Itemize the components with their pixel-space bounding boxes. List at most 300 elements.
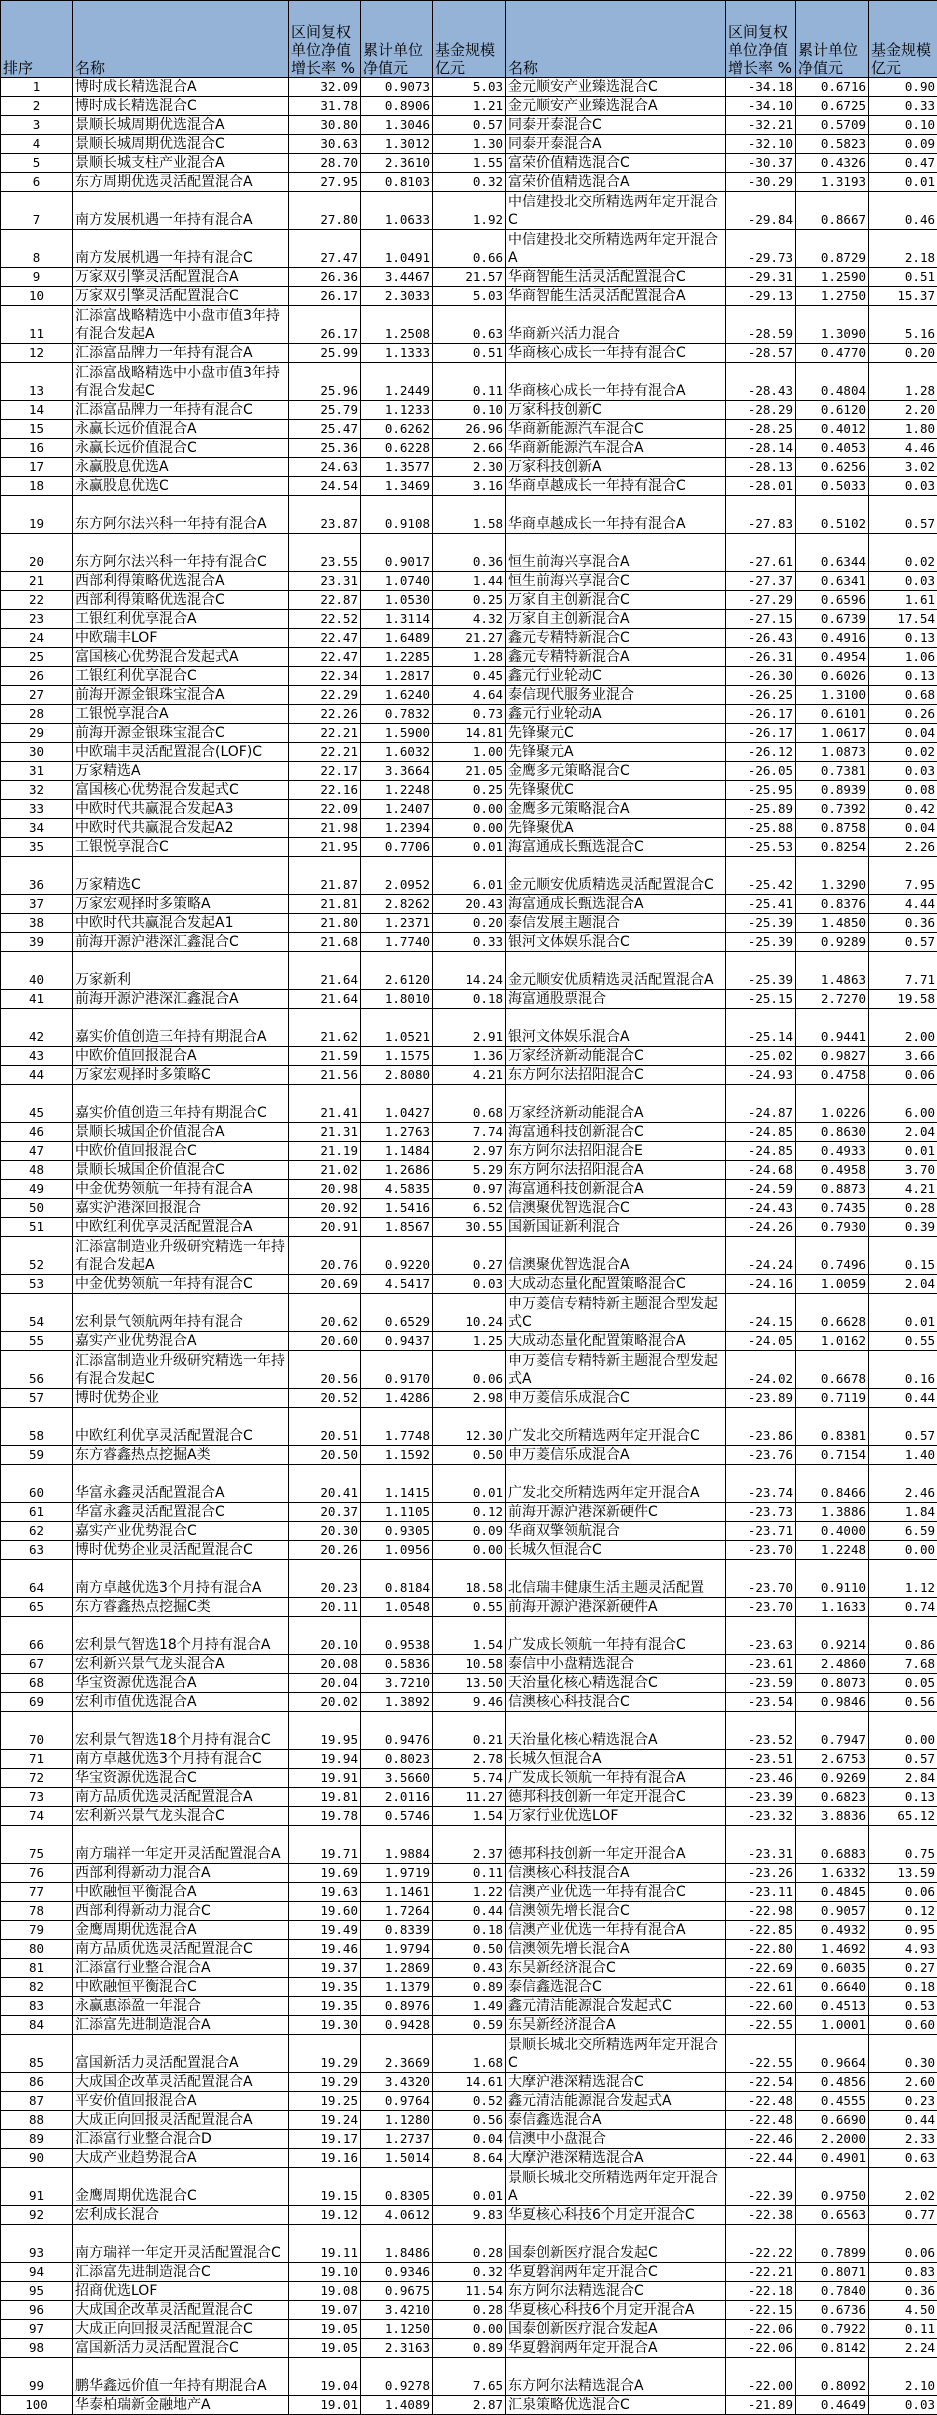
bottom-fund-scale: 1.61: [869, 591, 937, 610]
rank: 23: [1, 610, 73, 629]
bottom-fund-nav: 0.6640: [796, 1978, 869, 1997]
top-fund-scale: 1.21: [433, 97, 506, 116]
top-fund-name: 工银悦享混合C: [73, 838, 289, 857]
top-fund-nav: 1.7740: [361, 933, 433, 952]
top-fund-scale: 2.37: [433, 1826, 506, 1864]
top-fund-growth-rate: 19.05: [289, 2320, 361, 2339]
bottom-fund-scale: 0.12: [869, 1902, 937, 1921]
bottom-fund-scale: 0.30: [869, 2035, 937, 2073]
top-fund-nav: 0.9017: [361, 534, 433, 572]
top-fund-name: 宏利成长混合: [73, 2206, 289, 2225]
top-fund-nav: 2.0116: [361, 1788, 433, 1807]
top-fund-nav: 0.8103: [361, 173, 433, 192]
bottom-fund-nav: 0.6736: [796, 2301, 869, 2320]
bottom-fund-nav: 0.6725: [796, 97, 869, 116]
top-fund-growth-rate: 22.52: [289, 610, 361, 629]
bottom-fund-name: 国泰创新医疗混合发起A: [506, 2320, 726, 2339]
rank: 60: [1, 1465, 73, 1503]
top-fund-scale: 1.49: [433, 1997, 506, 2016]
bottom-fund-name: 银河文体娱乐混合C: [506, 933, 726, 952]
top-fund-growth-rate: 19.37: [289, 1959, 361, 1978]
top-fund-growth-rate: 19.46: [289, 1940, 361, 1959]
bottom-fund-nav: 1.3290: [796, 857, 869, 895]
bottom-fund-growth-rate: -24.43: [726, 1199, 796, 1218]
top-fund-nav: 1.0633: [361, 192, 433, 230]
bottom-fund-name: 信澳产业优选一年持有混合A: [506, 1921, 726, 1940]
bottom-fund-scale: 7.71: [869, 952, 937, 990]
bottom-fund-scale: 0.05: [869, 1674, 937, 1693]
table-row: [1, 2206, 937, 2225]
bottom-fund-growth-rate: -25.41: [726, 895, 796, 914]
top-fund-name: 金鹰周期优选混合A: [73, 1921, 289, 1940]
rank: 91: [1, 2168, 73, 2206]
top-fund-nav: 0.9538: [361, 1617, 433, 1655]
rank: 47: [1, 1142, 73, 1161]
top-fund-name: 嘉实产业优势混合C: [73, 1522, 289, 1541]
top-fund-growth-rate: 22.21: [289, 724, 361, 743]
bottom-fund-scale: 0.44: [869, 1389, 937, 1408]
rank: 77: [1, 1883, 73, 1902]
top-fund-nav: 1.1575: [361, 1047, 433, 1066]
rank: 59: [1, 1446, 73, 1465]
top-fund-scale: 20.43: [433, 895, 506, 914]
bottom-fund-growth-rate: -22.69: [726, 1959, 796, 1978]
table-row: [1, 724, 937, 743]
bottom-fund-scale: 1.84: [869, 1503, 937, 1522]
bottom-fund-nav: 0.6628: [796, 1294, 869, 1332]
top-fund-name: 汇添富先进制造混合C: [73, 2263, 289, 2282]
bottom-fund-name: 东方阿尔法精选混合A: [506, 2358, 726, 2396]
table-row: [1, 1085, 937, 1123]
table-row: [1, 1617, 937, 1655]
top-fund-growth-rate: 25.79: [289, 401, 361, 420]
bottom-fund-scale: 0.47: [869, 154, 937, 173]
table-row: [1, 591, 937, 610]
bottom-fund-nav: 0.8873: [796, 1180, 869, 1199]
bottom-fund-growth-rate: -29.31: [726, 268, 796, 287]
top-fund-scale: 2.97: [433, 1142, 506, 1161]
top-fund-name: 汇添富行业整合混合D: [73, 2130, 289, 2149]
bottom-fund-nav: 0.7392: [796, 800, 869, 819]
bottom-fund-nav: 0.4758: [796, 1066, 869, 1085]
bottom-fund-nav: 0.8466: [796, 1465, 869, 1503]
top-fund-name: 宏利市值优选混合A: [73, 1693, 289, 1712]
top-fund-nav: 3.4320: [361, 2073, 433, 2092]
bottom-fund-nav: 0.9110: [796, 1560, 869, 1598]
bottom-fund-growth-rate: -28.43: [726, 363, 796, 401]
table-row: [1, 2225, 937, 2263]
top-fund-scale: 0.00: [433, 2320, 506, 2339]
bottom-fund-name: 金元顺安优质精选灵活配置混合C: [506, 857, 726, 895]
bottom-fund-growth-rate: -30.37: [726, 154, 796, 173]
top-fund-growth-rate: 19.10: [289, 2263, 361, 2282]
top-fund-nav: 0.9108: [361, 496, 433, 534]
top-fund-nav: 1.7748: [361, 1408, 433, 1446]
top-fund-nav: 2.8080: [361, 1066, 433, 1085]
top-fund-name: 华富永鑫灵活配置混合A: [73, 1465, 289, 1503]
bottom-fund-scale: 0.57: [869, 1408, 937, 1446]
bottom-fund-growth-rate: -25.39: [726, 914, 796, 933]
bottom-fund-growth-rate: -22.38: [726, 2206, 796, 2225]
rank: 18: [1, 477, 73, 496]
top-fund-name: 富国核心优势混合发起式A: [73, 648, 289, 667]
table-row: [1, 1712, 937, 1750]
top-fund-nav: 1.2869: [361, 1959, 433, 1978]
bottom-fund-growth-rate: -22.61: [726, 1978, 796, 1997]
table-row: [1, 1769, 937, 1788]
bottom-fund-name: 万家自主创新混合C: [506, 591, 726, 610]
top-fund-name: 前海开源金银珠宝混合A: [73, 686, 289, 705]
top-fund-name: 景顺长城支柱产业混合A: [73, 154, 289, 173]
table-row: [1, 420, 937, 439]
bottom-fund-growth-rate: -25.15: [726, 990, 796, 1009]
top-fund-name: 平安价值回报混合A: [73, 2092, 289, 2111]
bottom-fund-name: 万家科技创新C: [506, 401, 726, 420]
table-row: [1, 1655, 937, 1674]
top-fund-name: 大成国企改革灵活配置混合C: [73, 2301, 289, 2320]
top-fund-growth-rate: 21.95: [289, 838, 361, 857]
bottom-fund-nav: 1.2248: [796, 1541, 869, 1560]
top-fund-nav: 1.0956: [361, 1541, 433, 1560]
bottom-fund-name: 华夏核心科技6个月定开混合C: [506, 2206, 726, 2225]
top-fund-nav: 1.1233: [361, 401, 433, 420]
top-fund-nav: 0.8976: [361, 1997, 433, 2016]
bottom-fund-scale: 0.01: [869, 173, 937, 192]
rank: 38: [1, 914, 73, 933]
top-fund-scale: 0.04: [433, 2130, 506, 2149]
bottom-fund-nav: 0.6026: [796, 667, 869, 686]
table-row: [1, 1598, 937, 1617]
top-fund-name: 富国新活力灵活配置混合C: [73, 2339, 289, 2358]
bottom-fund-nav: 0.8729: [796, 230, 869, 268]
top-fund-growth-rate: 19.07: [289, 2301, 361, 2320]
top-fund-growth-rate: 32.09: [289, 78, 361, 97]
bottom-fund-nav: 0.9664: [796, 2035, 869, 2073]
bottom-fund-scale: 5.16: [869, 306, 937, 344]
bottom-fund-nav: 0.7119: [796, 1389, 869, 1408]
rank: 68: [1, 1674, 73, 1693]
table-row: [1, 2396, 937, 2415]
header-rate: 区间复权单位净值增长率 %: [289, 1, 361, 78]
top-fund-scale: 0.00: [433, 1541, 506, 1560]
bottom-fund-growth-rate: -24.24: [726, 1237, 796, 1275]
top-fund-name: 汇添富先进制造混合A: [73, 2016, 289, 2035]
top-fund-scale: 18.58: [433, 1560, 506, 1598]
top-fund-scale: 0.21: [433, 1712, 506, 1750]
bottom-fund-growth-rate: -26.30: [726, 667, 796, 686]
rank: 11: [1, 306, 73, 344]
top-fund-name: 中金优势领航一年持有混合C: [73, 1275, 289, 1294]
rank: 80: [1, 1940, 73, 1959]
bottom-fund-nav: 0.8758: [796, 819, 869, 838]
bottom-fund-nav: 2.4860: [796, 1655, 869, 1674]
bottom-fund-scale: 2.10: [869, 2358, 937, 2396]
bottom-fund-growth-rate: -22.80: [726, 1940, 796, 1959]
bottom-fund-scale: 0.44: [869, 2111, 937, 2130]
table-row: [1, 781, 937, 800]
top-fund-nav: 2.3033: [361, 287, 433, 306]
top-fund-nav: 1.1250: [361, 2320, 433, 2339]
top-fund-name: 汇添富战略精选中小盘市值3年持有混合发起A: [73, 306, 289, 344]
table-row: [1, 952, 937, 990]
bottom-fund-growth-rate: -26.17: [726, 705, 796, 724]
header-rate-bottom: 区间复权单位净值增长率 %: [726, 1, 796, 78]
table-row: [1, 268, 937, 287]
top-fund-growth-rate: 20.26: [289, 1541, 361, 1560]
table-row: [1, 1522, 937, 1541]
rank: 2: [1, 97, 73, 116]
top-fund-growth-rate: 21.80: [289, 914, 361, 933]
bottom-fund-growth-rate: -29.13: [726, 287, 796, 306]
top-fund-growth-rate: 21.64: [289, 952, 361, 990]
bottom-fund-name: 大成动态量化配置策略混合C: [506, 1275, 726, 1294]
top-fund-nav: 3.5660: [361, 1769, 433, 1788]
bottom-fund-scale: 0.20: [869, 344, 937, 363]
bottom-fund-name: 泰信现代服务业混合: [506, 686, 726, 705]
bottom-fund-nav: 0.8254: [796, 838, 869, 857]
table-row: [1, 1446, 937, 1465]
bottom-fund-nav: 1.0059: [796, 1275, 869, 1294]
top-fund-nav: 0.7832: [361, 705, 433, 724]
bottom-fund-growth-rate: -23.89: [726, 1389, 796, 1408]
top-fund-scale: 0.25: [433, 591, 506, 610]
rank: 33: [1, 800, 73, 819]
bottom-fund-name: 华夏核心科技6个月定开混合A: [506, 2301, 726, 2320]
bottom-fund-name: 万家经济新动能混合C: [506, 1047, 726, 1066]
top-fund-scale: 0.50: [433, 1940, 506, 1959]
rank: 100: [1, 2396, 73, 2415]
top-fund-name: 中欧价值回报混合A: [73, 1047, 289, 1066]
top-fund-growth-rate: 25.47: [289, 420, 361, 439]
top-fund-name: 中欧时代共赢混合发起A3: [73, 800, 289, 819]
table-row: [1, 2263, 937, 2282]
bottom-fund-name: 华商卓越成长一年持有混合C: [506, 477, 726, 496]
top-fund-nav: 1.3577: [361, 458, 433, 477]
top-fund-nav: 1.2508: [361, 306, 433, 344]
bottom-fund-growth-rate: -22.55: [726, 2035, 796, 2073]
bottom-fund-scale: 0.60: [869, 2016, 937, 2035]
top-fund-growth-rate: 30.63: [289, 135, 361, 154]
bottom-fund-name: 华商核心成长一年持有混合C: [506, 344, 726, 363]
top-fund-name: 宏利景气领航两年持有混合: [73, 1294, 289, 1332]
bottom-fund-growth-rate: -27.37: [726, 572, 796, 591]
top-fund-name: 工银红利优享混合A: [73, 610, 289, 629]
top-fund-growth-rate: 20.92: [289, 1199, 361, 1218]
bottom-fund-scale: 2.00: [869, 1009, 937, 1047]
top-fund-scale: 0.00: [433, 800, 506, 819]
top-fund-name: 宏利景气智选18个月持有混合A: [73, 1617, 289, 1655]
table-row: [1, 610, 937, 629]
bottom-fund-growth-rate: -25.89: [726, 800, 796, 819]
bottom-fund-name: 华夏磐润两年定开混合A: [506, 2339, 726, 2358]
top-fund-scale: 10.58: [433, 1655, 506, 1674]
bottom-fund-scale: 0.26: [869, 705, 937, 724]
top-fund-name: 博时成长精选混合A: [73, 78, 289, 97]
bottom-fund-growth-rate: -23.73: [726, 1503, 796, 1522]
top-fund-nav: 1.1461: [361, 1883, 433, 1902]
top-fund-scale: 4.21: [433, 1066, 506, 1085]
top-fund-nav: 1.8010: [361, 990, 433, 1009]
rank: 20: [1, 534, 73, 572]
rank: 88: [1, 2111, 73, 2130]
top-fund-growth-rate: 20.41: [289, 1465, 361, 1503]
top-fund-nav: 4.0612: [361, 2206, 433, 2225]
table-row: [1, 933, 937, 952]
rank: 41: [1, 990, 73, 1009]
table-row: [1, 1237, 937, 1275]
bottom-fund-nav: 1.2750: [796, 287, 869, 306]
top-fund-name: 万家宏观择时多策略C: [73, 1066, 289, 1085]
rank: 8: [1, 230, 73, 268]
top-fund-nav: 1.2686: [361, 1161, 433, 1180]
bottom-fund-growth-rate: -23.71: [726, 1522, 796, 1541]
top-fund-growth-rate: 19.29: [289, 2035, 361, 2073]
top-fund-name: 宏利景气智选18个月持有混合C: [73, 1712, 289, 1750]
rank: 95: [1, 2282, 73, 2301]
bottom-fund-name: 鑫元行业轮动A: [506, 705, 726, 724]
top-fund-name: 中欧时代共赢混合发起A1: [73, 914, 289, 933]
top-fund-name: 南方卓越优选3个月持有混合C: [73, 1750, 289, 1769]
top-fund-scale: 5.29: [433, 1161, 506, 1180]
rank: 39: [1, 933, 73, 952]
rank: 44: [1, 1066, 73, 1085]
top-fund-growth-rate: 20.98: [289, 1180, 361, 1199]
top-fund-scale: 0.25: [433, 781, 506, 800]
top-fund-growth-rate: 20.04: [289, 1674, 361, 1693]
top-fund-name: 招商优选LOF: [73, 2282, 289, 2301]
bottom-fund-nav: 0.6690: [796, 2111, 869, 2130]
bottom-fund-growth-rate: -25.39: [726, 952, 796, 990]
rank: 72: [1, 1769, 73, 1788]
bottom-fund-scale: 0.57: [869, 1750, 937, 1769]
table-row: [1, 1009, 937, 1047]
bottom-fund-growth-rate: -24.68: [726, 1161, 796, 1180]
bottom-fund-name: 国新国证新利混合: [506, 1218, 726, 1237]
table-row: [1, 1503, 937, 1522]
bottom-fund-nav: 1.0617: [796, 724, 869, 743]
bottom-fund-nav: 0.7381: [796, 762, 869, 781]
top-fund-nav: 1.2248: [361, 781, 433, 800]
bottom-fund-name: 万家自主创新混合A: [506, 610, 726, 629]
bottom-fund-scale: 2.33: [869, 2130, 937, 2149]
top-fund-growth-rate: 19.35: [289, 1978, 361, 1997]
top-fund-name: 工银悦享混合A: [73, 705, 289, 724]
rank: 30: [1, 743, 73, 762]
top-fund-scale: 0.89: [433, 2339, 506, 2358]
bottom-fund-growth-rate: -28.59: [726, 306, 796, 344]
bottom-fund-name: 申万菱信乐成混合C: [506, 1389, 726, 1408]
bottom-fund-growth-rate: -26.17: [726, 724, 796, 743]
top-fund-name: 中金优势领航一年持有混合A: [73, 1180, 289, 1199]
top-fund-scale: 0.50: [433, 1446, 506, 1465]
top-fund-growth-rate: 22.26: [289, 705, 361, 724]
bottom-fund-scale: 0.33: [869, 97, 937, 116]
bottom-fund-name: 泰信中小盘精选混合: [506, 1655, 726, 1674]
top-fund-scale: 6.01: [433, 857, 506, 895]
top-fund-nav: 1.9719: [361, 1864, 433, 1883]
bottom-fund-scale: 0.68: [869, 686, 937, 705]
top-fund-nav: 1.3892: [361, 1693, 433, 1712]
top-fund-scale: 1.55: [433, 154, 506, 173]
top-fund-nav: 1.5014: [361, 2149, 433, 2168]
top-fund-nav: 3.4210: [361, 2301, 433, 2320]
bottom-fund-nav: 0.4649: [796, 2396, 869, 2415]
top-fund-growth-rate: 21.64: [289, 990, 361, 1009]
bottom-fund-name: 华商双擎领航混合: [506, 1522, 726, 1541]
bottom-fund-scale: 2.18: [869, 230, 937, 268]
top-fund-scale: 3.16: [433, 477, 506, 496]
bottom-fund-name: 鑫元清洁能源混合发起式C: [506, 1997, 726, 2016]
bottom-fund-scale: 0.83: [869, 2263, 937, 2282]
bottom-fund-scale: 7.68: [869, 1655, 937, 1674]
table-row: [1, 287, 937, 306]
top-fund-growth-rate: 27.95: [289, 173, 361, 192]
rank: 66: [1, 1617, 73, 1655]
top-fund-growth-rate: 19.69: [289, 1864, 361, 1883]
bottom-fund-scale: 0.90: [869, 78, 937, 97]
bottom-fund-growth-rate: -23.52: [726, 1712, 796, 1750]
top-fund-scale: 0.33: [433, 933, 506, 952]
top-fund-name: 富国核心优势混合发起式C: [73, 781, 289, 800]
rank: 36: [1, 857, 73, 895]
top-fund-growth-rate: 20.02: [289, 1693, 361, 1712]
top-fund-name: 永赢股息优选C: [73, 477, 289, 496]
top-fund-name: 华泰柏瑞新金融地产A: [73, 2396, 289, 2415]
top-fund-growth-rate: 19.29: [289, 2073, 361, 2092]
top-fund-growth-rate: 21.59: [289, 1047, 361, 1066]
table-row: [1, 1921, 937, 1940]
bottom-fund-nav: 1.3193: [796, 173, 869, 192]
header-rank: 排序: [1, 1, 73, 78]
rank: 99: [1, 2358, 73, 2396]
top-fund-name: 博时优势企业灵活配置混合C: [73, 1541, 289, 1560]
table-row: [1, 990, 937, 1009]
bottom-fund-growth-rate: -24.85: [726, 1142, 796, 1161]
bottom-fund-nav: 0.6716: [796, 78, 869, 97]
bottom-fund-scale: 0.39: [869, 1218, 937, 1237]
table-row: [1, 192, 937, 230]
bottom-fund-growth-rate: -22.98: [726, 1902, 796, 1921]
top-fund-nav: 1.9794: [361, 1940, 433, 1959]
bottom-fund-name: 海富通科技创新混合A: [506, 1180, 726, 1199]
rank: 9: [1, 268, 73, 287]
top-fund-nav: 1.6032: [361, 743, 433, 762]
bottom-fund-growth-rate: -25.39: [726, 933, 796, 952]
table-row: [1, 1275, 937, 1294]
top-fund-nav: 2.8262: [361, 895, 433, 914]
top-fund-nav: 1.3469: [361, 477, 433, 496]
bottom-fund-name: 鑫元专精特新混合C: [506, 629, 726, 648]
bottom-fund-growth-rate: -32.10: [726, 135, 796, 154]
table-row: [1, 2358, 937, 2396]
bottom-fund-scale: 2.26: [869, 838, 937, 857]
top-fund-scale: 0.12: [433, 1503, 506, 1522]
top-fund-nav: 0.9073: [361, 78, 433, 97]
top-fund-growth-rate: 20.60: [289, 1332, 361, 1351]
bottom-fund-nav: 0.4954: [796, 648, 869, 667]
table-row: [1, 173, 937, 192]
bottom-fund-name: 海富通股票混合: [506, 990, 726, 1009]
bottom-fund-growth-rate: -22.44: [726, 2149, 796, 2168]
bottom-fund-scale: 0.13: [869, 1788, 937, 1807]
rank: 92: [1, 2206, 73, 2225]
rank: 82: [1, 1978, 73, 1997]
bottom-fund-scale: 0.74: [869, 1598, 937, 1617]
bottom-fund-growth-rate: -28.01: [726, 477, 796, 496]
rank: 10: [1, 287, 73, 306]
top-fund-name: 大成产业趋势混合A: [73, 2149, 289, 2168]
bottom-fund-nav: 0.6883: [796, 1826, 869, 1864]
